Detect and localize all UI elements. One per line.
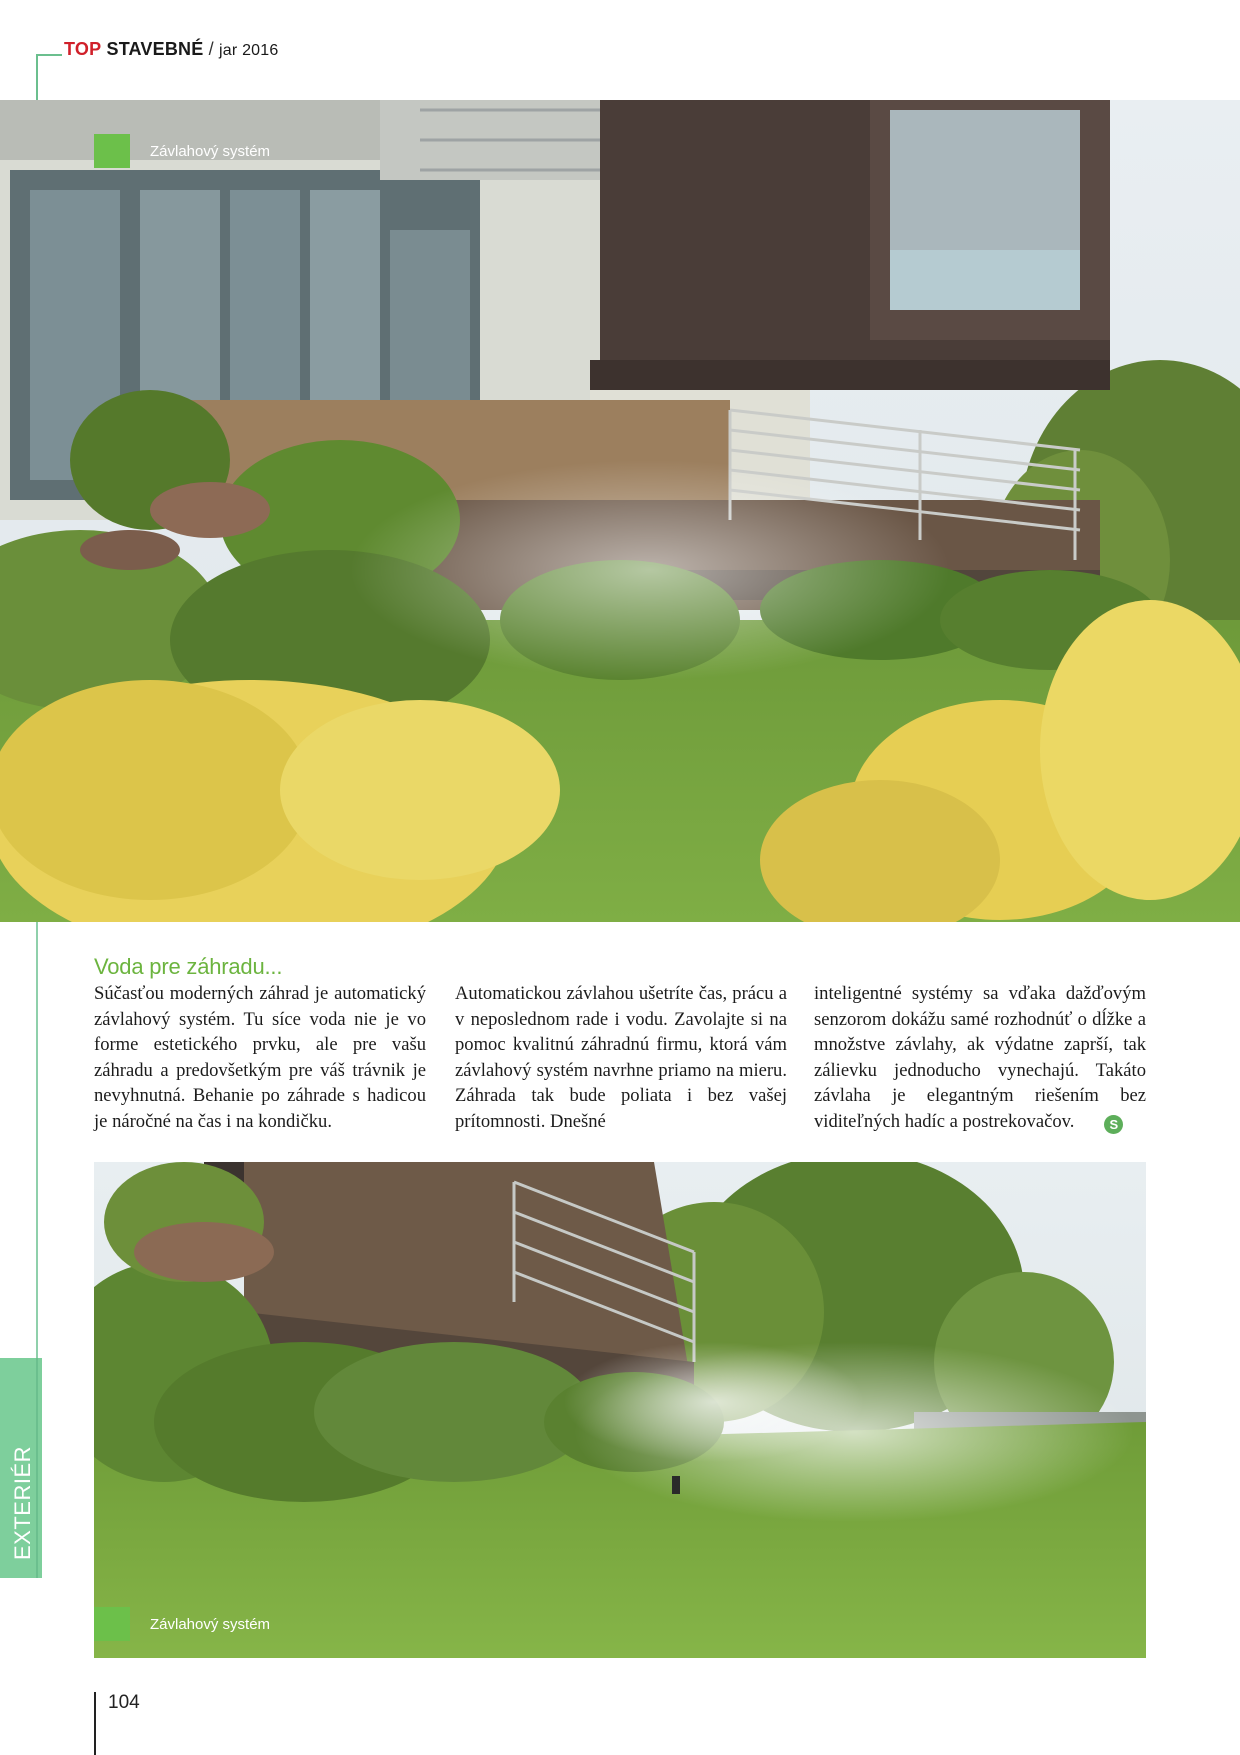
- page-number: 104: [108, 1692, 140, 1713]
- caption-marker: [94, 1607, 130, 1641]
- photo-caption-bottom: [94, 1607, 270, 1641]
- section-label: EXTERIÉR: [10, 1445, 35, 1560]
- article-paragraph: Automatickou závlahou ušetríte čas, prácu a v neposlednom rade i vodu. Zavolajte si na pomoc kvalitnú záhradnú firmu, ktorá vám závlahový systém navrhne priamo na mieru. Záhrada tak bude poliata i bez vašej prítomnosti. Dnešné: [455, 983, 787, 1132]
- photo-caption-top: [94, 134, 270, 168]
- header-rule-horizontal: [36, 54, 62, 56]
- article-end-mark-icon: S: [1104, 1115, 1123, 1134]
- caption-text: Závlahový systém: [150, 1615, 271, 1633]
- folio-rule: [94, 1692, 96, 1755]
- article-paragraph: inteligentné systémy sa vďaka dažďovým senzorom dokážu samé rozhodnúť o dĺžke a množstve závlahy, ak výdatne zaprší, tak zálievku jednoducho vynechajú. Takáto závlaha je elegantným riešením bez viditeľných hadíc a postrekovačov.: [814, 983, 1146, 1132]
- sprinkler-lawn-photo: [94, 1162, 1146, 1658]
- article-column-3: [814, 981, 1146, 1135]
- masthead-separator: /: [208, 39, 214, 59]
- side-tab-rule: [36, 1358, 38, 1578]
- article-column-2: [455, 981, 787, 1135]
- masthead-brand-top: TOP: [64, 39, 102, 59]
- caption-text: Závlahový systém: [150, 142, 271, 160]
- header-rule-vertical: [36, 54, 38, 100]
- article-column-1: [94, 981, 426, 1135]
- house-garden-photo: [0, 100, 1240, 922]
- caption-marker: [94, 134, 130, 168]
- article-paragraph: Súčasťou moderných záhrad je automatický závlahový systém. Tu síce voda nie je vo forme estetického prvku, ale pre vašu záhradu a predovšetkým pre váš trávnik je nevyhnutná. Behanie po záhrade s hadicou je náročné na čas i na kondičku.: [94, 983, 426, 1132]
- masthead-issue: jar 2016: [219, 42, 279, 59]
- masthead: [64, 38, 278, 62]
- article-title: Voda pre záhradu...: [94, 954, 283, 979]
- masthead-brand-main: STAVEBNÉ: [106, 39, 204, 59]
